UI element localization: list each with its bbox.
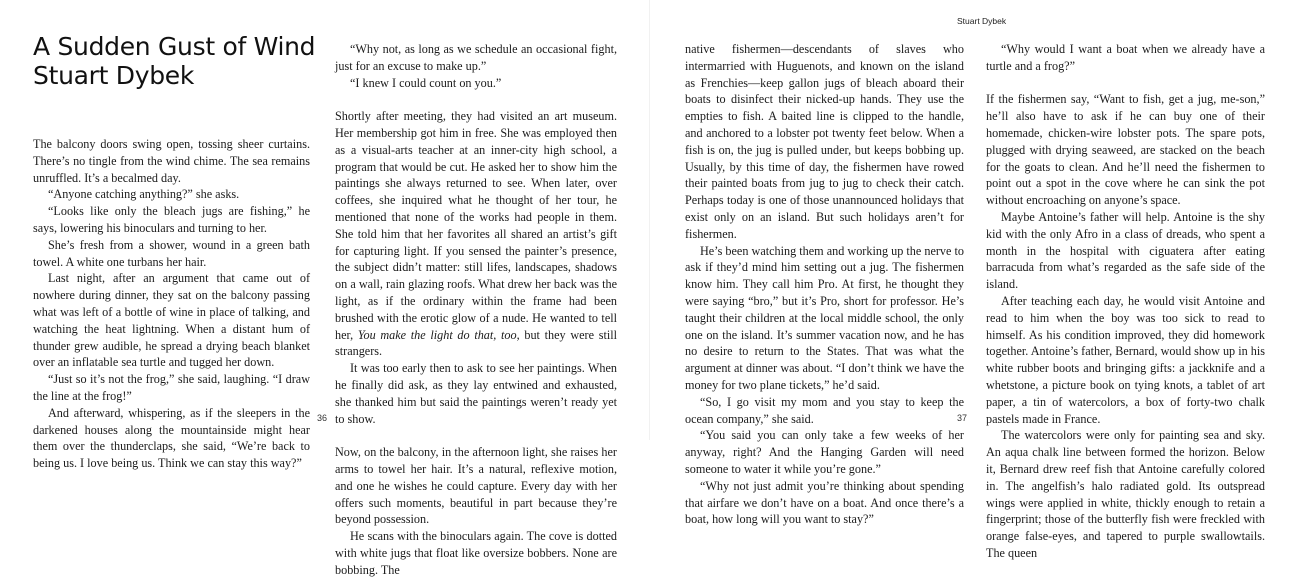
author-name: Stuart Dybek	[33, 61, 195, 90]
right-column-1	[685, 41, 964, 528]
paragraph: Maybe Antoine’s father will help. Antoine is the shy kid with the only Afro in a class of dreads, who spent a month in the hospital with ciguatera after eating barracuda from what’s regarded as the safe side of the island.	[986, 209, 1265, 292]
paragraph: It was too early then to ask to see her paintings. When he finally did ask, as they lay entwined and exhausted, she thanked him but said the paintings weren’t ready yet to show.	[335, 361, 617, 426]
paragraph: After teaching each day, he would visit Antoine and read to him when the boy was too sick to read to himself. As his condition improved, they did homework together. Antoine’s father, Bernard, would show up in his white rubber boots and bringing gifts: a jackknife and a whetstone, a picture book on tying knots, a tablet of art paper, a tin of watercolors, a box of forty-two chalk pastels made in France.	[986, 293, 1265, 426]
paragraph: “So, I go visit my mom and you stay to keep the ocean company,” she said.	[685, 394, 964, 426]
paragraph	[335, 108, 617, 360]
paragraph: If the fishermen say, “Want to fish, get a jug, me-son,” he’ll also have to ask if he can buy one of their homemade, chicken-wire lobster pots. The spare pots, plugged with drying seaweed, are stacked on the beach for the goats to clean. And he’ll need the fishermen to point out a spot in the cove where he can sink the pot without encroaching on anyone’s space.	[986, 92, 1265, 208]
page-number: 37	[957, 413, 968, 423]
paragraph: “Anyone catching anything?” she asks.	[48, 187, 240, 202]
paragraph: She’s fresh from a shower, wound in a green bath towel. A white one turbans her hair.	[33, 237, 310, 269]
paragraph: The balcony doors swing open, tossing sheer curtains. There’s no tingle from the wind chime. The sea remains unruffled. It’s a becalmed day.	[33, 137, 310, 185]
page-number: 36	[317, 413, 328, 423]
paragraph: He’s been watching them and working up the nerve to ask if they’d mind him setting out a jug. The fishermen know him. They call him Pro. At first, he thought they were saying “bro,” but it’s Pro, short for professor. He’s taught their children at the local middle school, the only one on the island. It’s summer vacation now, and he has no desire to return to the States. That was what the argument at dinner was about. “I don’t think we have the money for two plane tickets,” he’d said.	[685, 243, 964, 392]
right-column-2	[986, 41, 1265, 562]
italic-text-run: You make the light do that, too,	[357, 327, 520, 342]
text-run: but they were still strangers.	[335, 327, 617, 359]
paragraph: Now, on the balcony, in the afternoon light, she raises her arms to towel her hair. It’s a natural, reflexive motion, and one he wishes he could capture. Every day with her offers such moments, beautiful in part because they’re beyond possession.	[335, 445, 617, 527]
paragraph: native fishermen—descendants of slaves who intermarried with Huguenots, and known on the island as Frenchies—keep gallon jugs of bleach aboard their boats to disinfect their nicked-up hands. They use the empties to fish. A baited line is clipped to the handle, and anchored to a lobster pot twenty feet below. When a fish is on, the jug is pulled under, but keeps bobbing up. Usually, by this time of day, the fishermen have rowed their painted boats from jug to jug to check their catch. Perhaps today is one of those unannounced holidays that exist only on an island. But such holidays aren’t for fishermen.	[685, 42, 964, 241]
story-title-line: A Sudden Gust of Wind	[33, 32, 316, 61]
paragraph: “Why would I want a boat when we already have a turtle and a frog?”	[986, 42, 1265, 73]
paragraph: “Why not just admit you’re thinking about spending that airfare we don’t have on a boat. And once there’s a boat, how long will you want to stay?”	[685, 478, 964, 527]
paragraph: The watercolors were only for painting sea and sky. An aqua chalk line between formed the horizon. Below it, Bernard drew reef fish that Antoine carefully colored in. The angelfish’s halo radiated gold. Its outspread wings were applied in white, thickly enough to retain a fingerprint; those of the butterfly fish were freckled with orange false-eyes, and tapered to purple swallowtails. The queen	[986, 428, 1265, 560]
left-page	[0, 0, 650, 577]
left-column-2	[335, 41, 617, 579]
paragraph: “I knew I could count on you.”	[350, 75, 502, 90]
right-page	[650, 0, 1300, 560]
paragraph: He scans with the binoculars again. The cove is dotted with white jugs that float like oversize bobbers. None are bobbing. The	[335, 529, 617, 577]
left-column-1	[33, 136, 310, 472]
paragraph: “Why not, as long as we schedule an occasional fight, just for an excuse to make up.”	[335, 42, 617, 73]
paragraph: Last night, after an argument that came out of nowhere during dinner, they sat on the balcony passing what was left of a bottle of wine in place of talking, and watching the heat lightning. When a distant hum of thunder grew audible, he spread a drying beach blanket over an inflatable sea turtle and tugged her down.	[33, 271, 310, 370]
running-header: Stuart Dybek	[957, 16, 1007, 26]
paragraph: “You said you can only take a few weeks of her anyway, right? And the Hanging Garden will need someone to water it while you’re gone.”	[685, 428, 964, 476]
paragraph: And afterward, whispering, as if the sleepers in the darkened houses along the mountainside might hear them over the thunderclaps, she said, “We’re back to being us. I love being us. Think we can stay this way?”	[33, 405, 310, 471]
paragraph: “Just so it’s not the frog,” she said, laughing. “I draw the line at the frog!”	[33, 372, 310, 403]
paragraph: “Looks like only the bleach jugs are fishing,” he says, lowering his binoculars and turning to her.	[33, 204, 310, 235]
text-run: Shortly after meeting, they had visited an art museum. Her membership got him in free. She was employed then as a visual-arts teacher at an inner-city high school, a program that would be cut. He asked her to show him the paintings she always returned to see. When later, over coffees, she inquired what he thought of her tour, he mentioned that none of the works had people in them. She told him that her favorites all shared an artist’s gift for capturing light. If you sensed the painter’s presence, the subject didn’t matter: still lifes, landscapes, shadows on a wall, rain glazing roofs. What drew her back was the light, as if the ordinary within the frame had been brushed with the erotic glow of a nude. He wanted to tell her,	[335, 109, 617, 342]
story-title	[33, 32, 315, 90]
